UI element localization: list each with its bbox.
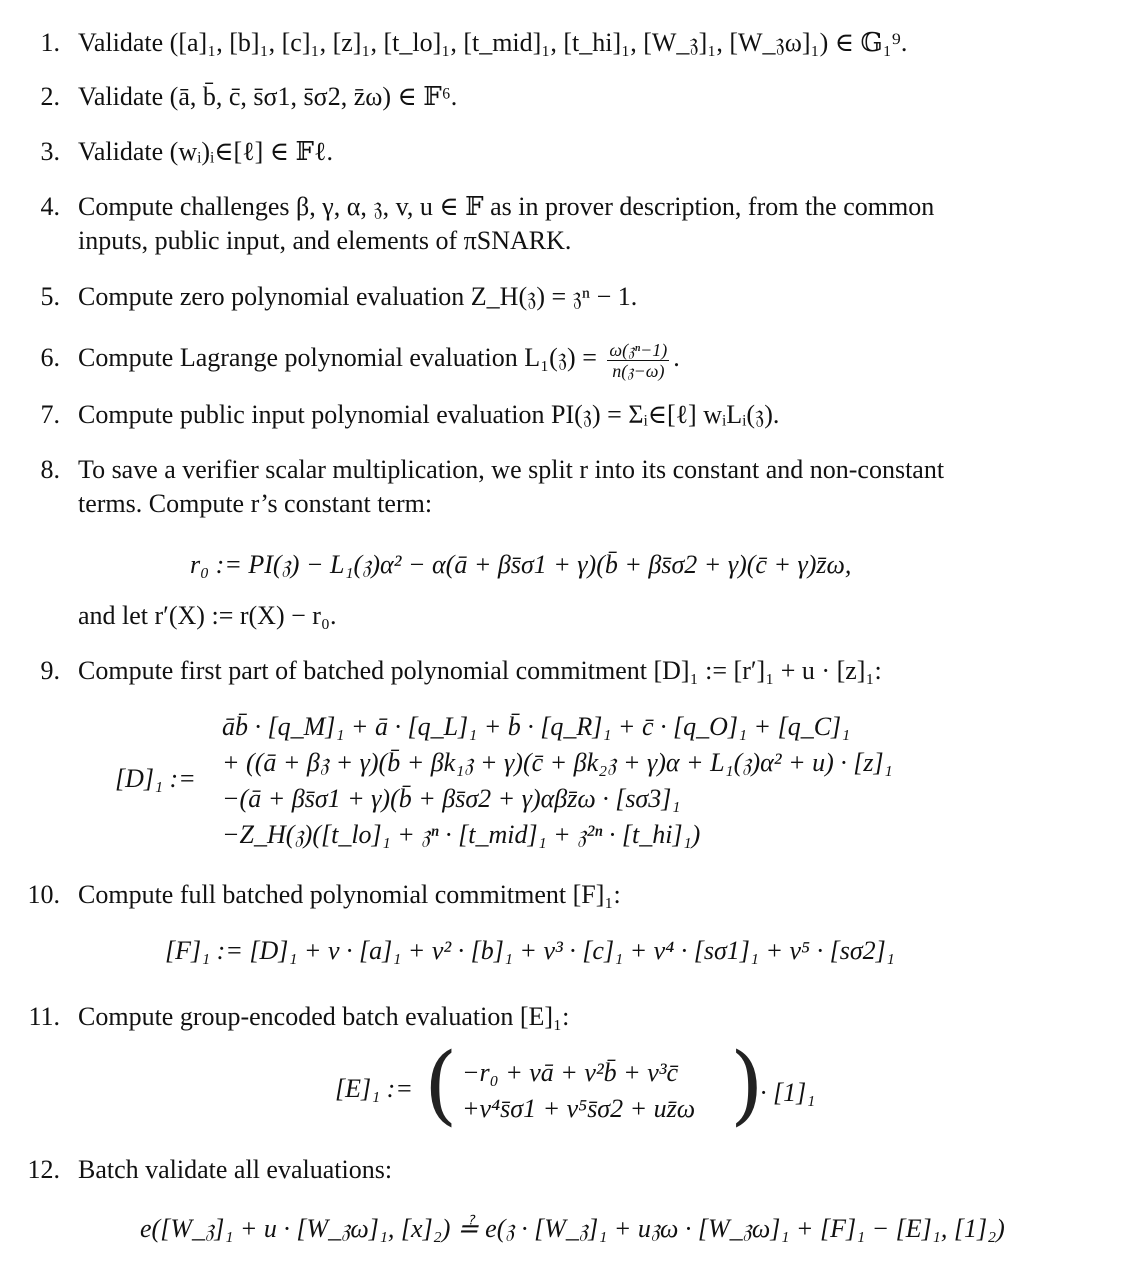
e-lhs: [E]₁ := [335, 1074, 413, 1103]
step-text: Compute challenges β, γ, α, 𝔷, v, u ∈ 𝔽 as in prover description, from the common [78, 192, 935, 221]
step-number: 7. [40, 400, 60, 429]
step-text-after: and let r′(X) := r(X) − r₀. [78, 601, 337, 630]
step-number: 11. [28, 1002, 60, 1031]
step-number: 10. [27, 880, 60, 909]
protocol-page: 1. Validate ([a]₁, [b]₁, [c]₁, [z]₁, [t_lo]₁, [t_mid]₁, [t_hi]₁, [W_𝔷]₁, [W_𝔷ω]₁) ∈ 𝔾₁⁹. 2. Validate (ā, b̄, c̄, s̄σ1, s̄σ2, z̄ω) ∈ 𝔽⁶. 3. Validate (wᵢ)ᵢ∈[ℓ] ∈ 𝔽ℓ. 4. Compute challenges β, γ, α, 𝔷, v, u ∈ 𝔽 as in prover description, from the common inputs, public input, and elements of πSNARK. 5. Compute zero polynomial evaluation Z_H(𝔷) = 𝔷ⁿ − 1. 6. Compute Lagrange polynomial evaluation L₁(𝔷) = $\frac{\text{ω(𝔷ⁿ−1)}}{\text{n(𝔷−ω)}}$ . 7. Compute public input polynomial evaluation PI(𝔷) = Σᵢ∈[ℓ] wᵢLᵢ(𝔷). 8. To save a verifier scalar multiplication, we split r into its constant and non-constant terms. Compute r’s constant term: r₀ := PI(𝔷) − L₁(𝔷)α² − α(ā + βs̄σ1 + γ)(b̄ + βs̄σ2 + γ)(c̄ + γ)z̄ω, and let r′(X) := r(X) − r₀. 9. Compute first part of batched polynomial commitment [D]₁ := [r′]₁ + u · [z]₁: [D]₁ := āb̄ · [q_M]₁ + ā · [q_L]₁ + b̄ · [q_R]₁ + c̄ · [q_O]₁ + [q_C]₁ + ((ā + β𝔷 + γ)(b̄ + βk₁𝔷 + γ)(c̄ + βk₂𝔷 + γ)α + L₁(𝔷)α² + u) · [z]₁ −(ā + βs̄σ1 + γ)(b̄ + βs̄σ2 + γ)αβz̄ω · [sσ3]₁ −Z_H(𝔷)([t_lo]₁ + 𝔷ⁿ · [t_mid]₁ + 𝔷²ⁿ · [t_hi]₁) 10. Compute full batched polynomial commitment [F]₁: [F]₁ := [D]₁ + v · [a]₁ + v² · [b]₁ + v³ · [c]₁ + v⁴ · [sσ1]₁ + v⁵ · [sσ2]₁ 11. Compute group-encoded batch evaluation [E]₁: [E]₁ := ( −r₀ + vā + v²b̄ + v³c̄ +v⁴s̄σ1 + v⁵s̄σ2 + uz̄ω ) · [1]₁ 12. Batch validate all evaluations: e([W_𝔷]₁ + u · [W_𝔷ω]₁, [x]₂) ≟ e(𝔷 · [W_𝔷]₁ + u𝔷ω · [W_𝔷ω]₁ + [F]₁ − [E]₁, [1]₂) [0, 0, 1141, 1280]
step-number: 6. [40, 343, 60, 372]
step-text: Compute Lagrange polynomial evaluation L₁(𝔷) = [78, 343, 597, 372]
step-number: 12. [27, 1155, 60, 1184]
e-line-2: +v⁴s̄σ1 + v⁵s̄σ2 + uz̄ω [462, 1094, 696, 1123]
step-text-continued: inputs, public input, and elements of πSNARK. [78, 226, 572, 255]
step-text: Validate (ā, b̄, c̄, s̄σ1, s̄σ2, z̄ω) ∈ 𝔽⁶. [78, 82, 458, 111]
step-text: Compute group-encoded batch evaluation [E]₁: [78, 1002, 570, 1031]
step-text: Compute zero polynomial evaluation Z_H(𝔷) = 𝔷ⁿ − 1. [78, 282, 638, 311]
right-paren: ) [730, 1035, 764, 1135]
e-rhs: · [1]₁ [760, 1078, 816, 1107]
d-line-1: āb̄ · [q_M]₁ + ā · [q_L]₁ + b̄ · [q_R]₁ + c̄ · [q_O]₁ + [q_C]₁ [222, 712, 851, 741]
e-line-1: −r₀ + vā + v²b̄ + v³c̄ [462, 1058, 679, 1087]
fraction-denominator: n(𝔷−ω) [612, 360, 665, 381]
step-text-continued: terms. Compute r’s constant term: [78, 489, 433, 518]
step-text: Compute full batched polynomial commitment [F]₁: [78, 880, 621, 909]
step-text: Compute first part of batched polynomial commitment [D]₁ := [r′]₁ + u · [z]₁: [78, 656, 882, 685]
step-number: 8. [40, 455, 60, 484]
step-number: 9. [40, 656, 60, 685]
step-number: 3. [40, 137, 60, 166]
constant-term-equation: r₀ := PI(𝔷) − L₁(𝔷)α² − α(ā + βs̄σ1 + γ)(b̄ + βs̄σ2 + γ)(c̄ + γ)z̄ω, [190, 550, 852, 579]
step-text: Validate (wᵢ)ᵢ∈[ℓ] ∈ 𝔽ℓ. [78, 137, 333, 166]
fraction-numerator: ω(𝔷ⁿ−1) [609, 339, 668, 360]
d-line-2: + ((ā + β𝔷 + γ)(b̄ + βk₁𝔷 + γ)(c̄ + βk₂𝔷 + γ)α + L₁(𝔷)α² + u) · [z]₁ [222, 748, 893, 777]
step-text: To save a verifier scalar multiplication, we split r into its constant and non-constant [78, 455, 945, 484]
left-paren: ( [424, 1035, 458, 1135]
d-line-3: −(ā + βs̄σ1 + γ)(b̄ + βs̄σ2 + γ)αβz̄ω · [sσ3]₁ [222, 784, 681, 813]
f-equation: [F]₁ := [D]₁ + v · [a]₁ + v² · [b]₁ + v³ · [c]₁ + v⁴ · [sσ1]₁ + v⁵ · [sσ2]₁ [165, 936, 895, 965]
step-text: Validate ([a]₁, [b]₁, [c]₁, [z]₁, [t_lo]₁, [t_mid]₁, [t_hi]₁, [W_𝔷]₁, [W_𝔷ω]₁) ∈ 𝔾₁⁹. [78, 28, 908, 57]
step-number: 5. [40, 282, 60, 311]
pairing-check-equation: e([W_𝔷]₁ + u · [W_𝔷ω]₁, [x]₂) ≟ e(𝔷 · [W_𝔷]₁ + u𝔷ω · [W_𝔷ω]₁ + [F]₁ − [E]₁, [1]₂) [140, 1214, 1005, 1243]
lagrange-fraction [607, 340, 669, 381]
step-number: 2. [40, 82, 60, 111]
step-number: 1. [40, 28, 60, 57]
step-text: Compute public input polynomial evaluation PI(𝔷) = Σᵢ∈[ℓ] wᵢLᵢ(𝔷). [78, 400, 780, 429]
step-number: 4. [40, 192, 60, 221]
d-line-4: −Z_H(𝔷)([t_lo]₁ + 𝔷ⁿ · [t_mid]₁ + 𝔷²ⁿ · [t_hi]₁) [222, 820, 701, 849]
d-lhs: [D]₁ := [115, 764, 196, 793]
step-text: Batch validate all evaluations: [78, 1155, 393, 1184]
